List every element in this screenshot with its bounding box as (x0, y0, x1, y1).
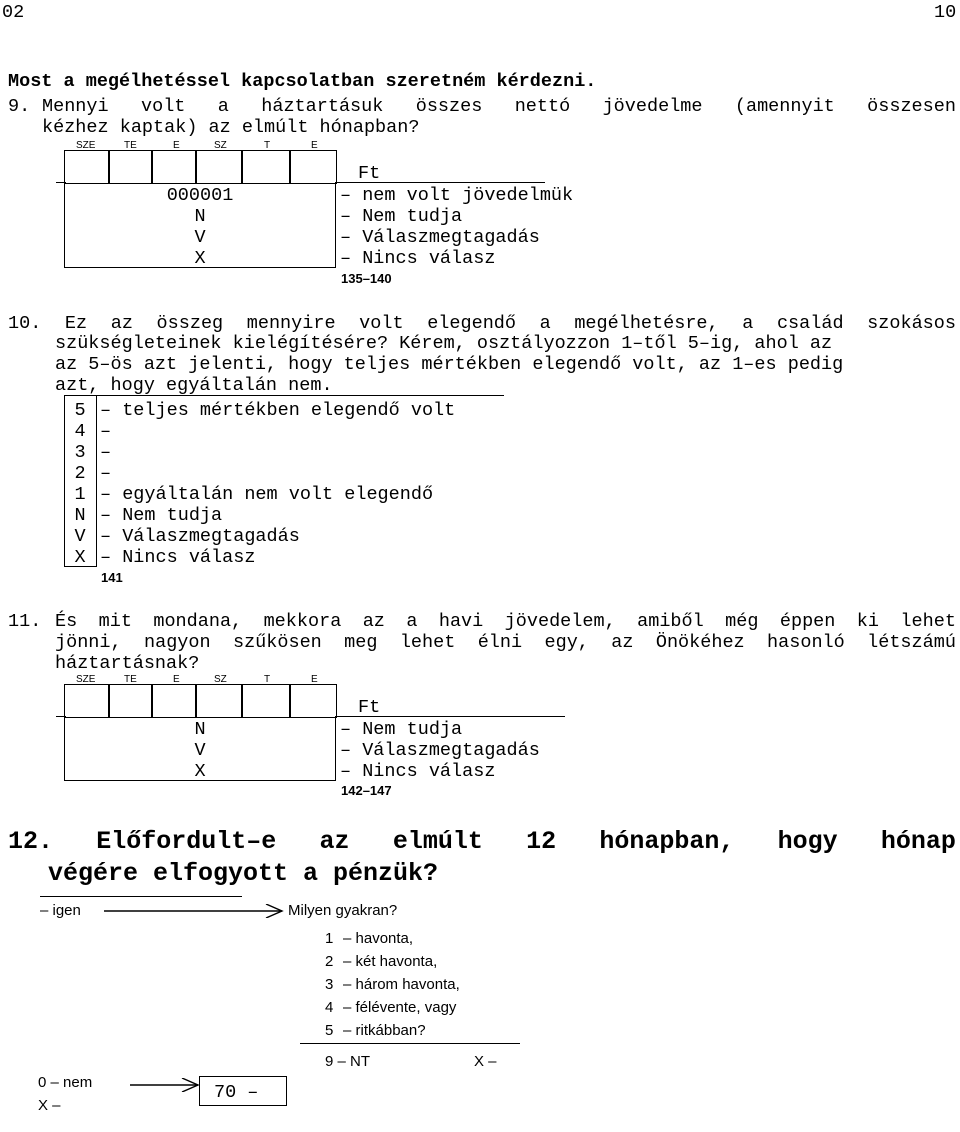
q12-freq-option[interactable]: – ritkábban? (343, 1022, 426, 1039)
q10-word: a (539, 313, 551, 334)
q9-word: nettó (514, 96, 571, 117)
q9-digit-box[interactable] (241, 150, 291, 184)
q11-word: havi (438, 611, 484, 632)
q11-col-head: E (311, 674, 318, 685)
q9-col-head: SZ (214, 140, 227, 151)
q9-word: háztartásuk (261, 96, 384, 117)
q11-col-head: SZ (214, 674, 227, 685)
q11-number: 11. (8, 611, 42, 632)
q12-question-line1 (8, 826, 956, 858)
q11-word: létszámú (867, 632, 956, 653)
q12-word: elmúlt (392, 827, 483, 856)
q10-question-line3: az 5–ös azt jelenti, hogy teljes mértékben elegendő volt, az 1–es pedig (55, 354, 844, 375)
q9-code: X (194, 248, 206, 269)
q12-word: az (319, 827, 350, 856)
q9-unit: Ft (358, 163, 381, 184)
q11-word: a (406, 611, 418, 632)
q9-option[interactable]: – Nincs válasz (340, 248, 496, 269)
q11-word: lehet (399, 632, 456, 653)
q10-code: 5 (74, 400, 86, 421)
q11-word: amiből (637, 611, 704, 632)
q12-top-rule (40, 896, 242, 897)
q10-option[interactable]: – (100, 442, 112, 463)
q10-word: az (110, 313, 133, 334)
q11-word: lehet (900, 611, 956, 632)
q12-freq-code: 4 (325, 999, 334, 1016)
q11-word: egy, (544, 632, 589, 653)
q9-col-head: E (311, 140, 318, 151)
q12-no-arrow (130, 1078, 200, 1092)
page-number-right: 10 (934, 2, 957, 23)
q12-question-line2: végére elfogyott a pénzük? (48, 859, 439, 888)
q11-word: hasonló (767, 632, 845, 653)
q11-digit-box[interactable] (151, 684, 197, 718)
q12-frequency-question: Milyen gyakran? (288, 902, 398, 919)
q12-word: Előfordult–e (96, 827, 277, 856)
q12-freq-rule (300, 1043, 520, 1044)
q11-option[interactable]: – Válaszmegtagadás (340, 740, 540, 761)
q10-field-code: 141 (101, 570, 123, 585)
q9-word: (amennyit (734, 96, 835, 117)
q10-code: X (74, 547, 86, 568)
q11-word: az (362, 611, 385, 632)
q11-word: az (611, 632, 634, 653)
q10-option[interactable]: – Nincs válasz (100, 547, 256, 568)
q9-digit-box[interactable] (289, 150, 337, 184)
q10-question-line1 (8, 313, 956, 334)
q9-baseline-left (56, 182, 66, 183)
q12-no-label[interactable]: 0 – nem (38, 1074, 93, 1091)
q9-option[interactable]: – Válaszmegtagadás (340, 227, 540, 248)
q10-word: elegendő (427, 313, 517, 334)
q10-word: Ez (64, 313, 88, 334)
q9-option[interactable]: – nem volt jövedelmük (340, 185, 574, 206)
q11-code: N (194, 719, 206, 740)
q11-option[interactable]: – Nem tudja (340, 719, 463, 740)
q9-digit-box[interactable] (195, 150, 243, 184)
q12-nt-x: X – (474, 1053, 497, 1070)
q10-word: család (776, 313, 844, 334)
q12-freq-option[interactable]: – havonta, (343, 930, 414, 947)
q12-yes-label[interactable]: – igen (40, 902, 81, 919)
q10-word: szokásos (867, 313, 956, 334)
q11-word: még (725, 611, 759, 632)
q12-word: hogy (777, 827, 838, 856)
q10-word: 10. (8, 313, 42, 334)
q12-word: hónap (880, 827, 956, 856)
q11-word: mit (98, 611, 132, 632)
q9-word: összesen (867, 96, 956, 117)
q12-word: 12 (526, 827, 557, 856)
q12-freq-option[interactable]: – két havonta, (343, 953, 438, 970)
q11-word: mekkora (263, 611, 342, 632)
q9-number: 9. (8, 96, 31, 117)
q11-word: És (55, 611, 78, 632)
q10-code: 1 (74, 484, 86, 505)
q11-col-head: SZE (76, 674, 96, 685)
q12-word: 12. (8, 827, 54, 856)
q9-word: jövedelme (602, 96, 703, 117)
q11-question-line3: háztartásnak? (55, 653, 200, 674)
q12-freq-code: 2 (325, 953, 334, 970)
q11-word: nagyon (143, 632, 211, 653)
q9-digit-box[interactable] (151, 150, 197, 184)
q9-code: 000001 (166, 185, 234, 206)
q9-option[interactable]: – Nem tudja (340, 206, 463, 227)
q10-option[interactable]: – egyáltalán nem volt elegendő (100, 484, 434, 505)
q9-word: volt (140, 96, 186, 117)
q10-option[interactable]: – (100, 463, 112, 484)
q11-digit-box[interactable] (241, 684, 291, 718)
q11-option[interactable]: – Nincs válasz (340, 761, 496, 782)
q12-freq-option[interactable]: – három havonta, (343, 976, 460, 993)
q9-col-head: TE (124, 140, 137, 151)
q10-option[interactable]: – teljes mértékben elegendő volt (100, 400, 456, 421)
q11-word: jövedelem, (504, 611, 616, 632)
q11-unit: Ft (358, 697, 381, 718)
q10-question-line4: azt, hogy egyáltalán nem. (55, 375, 333, 396)
q10-question-line2: szükségleteinek kielégítésére? Kérem, osztályozzon 1–től 5–ig, ahol az (55, 333, 833, 354)
q10-code: 4 (74, 421, 86, 442)
q10-word: a (742, 313, 754, 334)
q11-word: ki (856, 611, 879, 632)
q9-word: összes (415, 96, 483, 117)
q12-yes-arrow (104, 904, 284, 918)
q12-word: hónapban, (599, 827, 735, 856)
q11-word: mondana, (153, 611, 243, 632)
q12-freq-code: 3 (325, 976, 334, 993)
q10-code: V (74, 526, 86, 547)
q11-digit-box[interactable] (108, 684, 153, 718)
q12-nt-label[interactable]: 9 – NT (325, 1053, 371, 1070)
q12-skip-label: 70 – (214, 1082, 259, 1103)
q9-digit-box[interactable] (108, 150, 153, 184)
q11-word: jönni, (55, 632, 122, 653)
q11-word: szűkösen (232, 632, 322, 653)
q9-word: a (217, 96, 229, 117)
q12-freq-code: 1 (325, 930, 334, 947)
q10-word: volt (359, 313, 404, 334)
q10-code: 2 (74, 463, 86, 484)
q11-word: Önökéhez (655, 632, 745, 653)
q11-digit-box[interactable] (195, 684, 243, 718)
q9-field-code: 135–140 (341, 271, 392, 286)
q11-baseline-left (56, 716, 66, 717)
q12-freq-option[interactable]: – félévente, vagy (343, 999, 457, 1016)
q9-digit-box[interactable] (64, 150, 110, 184)
q9-col-head: SZE (76, 140, 96, 151)
q11-word: meg (344, 632, 378, 653)
page-number-left: 02 (2, 2, 25, 23)
q10-scale-right (96, 395, 97, 567)
q11-question-line2 (55, 632, 956, 653)
q10-option[interactable]: – (100, 421, 112, 442)
q10-word: mennyire (246, 313, 336, 334)
q11-word: éppen (779, 611, 836, 632)
q10-code: 3 (74, 442, 86, 463)
q10-scale-top-line (64, 395, 504, 396)
q9-code: N (194, 206, 206, 227)
q11-col-head: TE (124, 674, 137, 685)
q10-option[interactable]: – Válaszmegtagadás (100, 526, 300, 547)
q9-question-line2: kézhez kaptak) az elmúlt hónapban? (42, 117, 420, 138)
q12-freq-code: 5 (325, 1022, 334, 1039)
q11-word: élni (477, 632, 523, 653)
q9-col-head: E (173, 140, 180, 151)
q10-word: megélhetésre, (574, 313, 719, 334)
q9-code: V (194, 227, 206, 248)
q11-col-head: T (264, 674, 271, 685)
q12-no-x: X – (38, 1097, 61, 1114)
q9-question-line1 (42, 96, 956, 117)
q11-col-head: E (173, 674, 180, 685)
section-intro: Most a megélhetéssel kapcsolatban szeretném kérdezni. (8, 71, 597, 92)
q11-field-code: 142–147 (341, 783, 392, 798)
q10-word: összeg (156, 313, 224, 334)
q9-word: Mennyi (42, 96, 109, 117)
q10-option[interactable]: – Nem tudja (100, 505, 223, 526)
q11-digit-box[interactable] (289, 684, 337, 718)
q11-question-line1 (55, 611, 956, 632)
q10-code: N (74, 505, 86, 526)
q11-code: V (194, 740, 206, 761)
q11-digit-box[interactable] (64, 684, 110, 718)
q9-col-head: T (264, 140, 271, 151)
q11-code: X (194, 761, 206, 782)
